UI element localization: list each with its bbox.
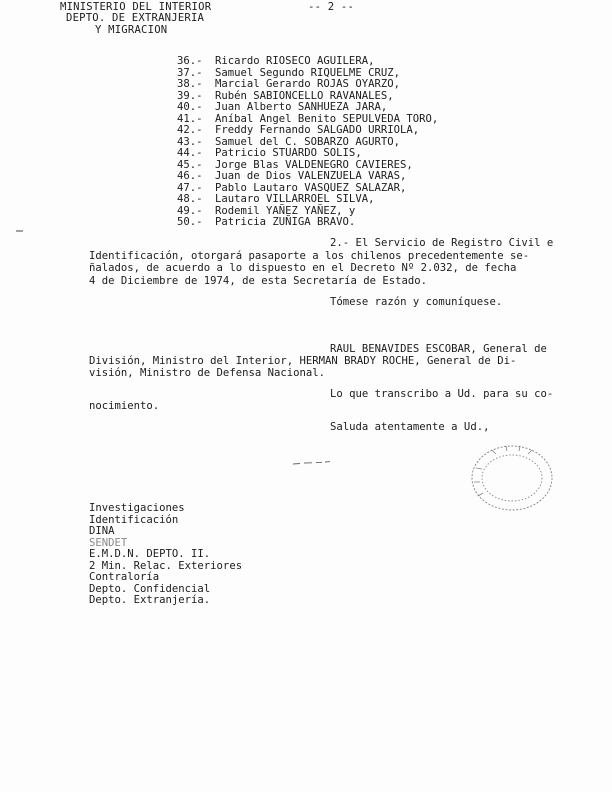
list-item-name: Samuel Segundo RIQUELME CRUZ, [215,66,400,79]
transcription-line: nocimiento. [89,400,160,412]
distribution-item: Identificación [89,513,179,526]
paragraph-line: ñalados, de acuerdo a lo dispuesto en el Decreto Nº 2.032, de fecha [89,262,517,274]
ministry-name: MINISTERIO DEL INTERIOR [60,1,212,13]
list-item-name: Patricio STUARDO SOLIS, [215,147,362,159]
list-item-number: 48.- [177,193,203,205]
margin-mark [16,229,24,233]
list-item-number: 39.- [177,89,203,102]
list-item-number: 43.- [177,135,203,148]
signature-line: División, Ministro del Interior, HERMAN BRADY ROCHE, General de Di- [89,355,517,367]
list-item-number: 49.- [177,204,203,217]
list-item-number: 47.- [177,181,203,194]
list-item-number: 41.- [177,112,203,125]
ink-mark [292,460,332,466]
distribution-item: SENDET [89,536,128,549]
list-item-number: 37.- [177,66,203,79]
list-item-number: 40.- [177,101,203,113]
list-item-number: 45.- [177,158,203,171]
signature-line: visión, Ministro de Defensa Nacional. [89,367,325,379]
list-item-number: 50.- [177,216,203,228]
list-item-name: Ricardo RIOSECO AGUILERA, [215,55,375,67]
paragraph-line: 2.- El Servicio de Registro Civil e [330,237,554,249]
list-item-name: Rubén SABIONCELLO RAVANALES, [215,89,394,102]
distribution-item: Contraloría [89,571,160,583]
list-item-name: Lautaro VILLARROEL SILVA, [215,193,375,205]
list-item-name: Juan de Dios VALENZUELA VARAS, [215,170,407,182]
distribution-item: 2 Min. Relac. Exteriores [89,559,243,572]
list-item-name: Patricia ZUÑIGA BRAVO. [215,216,356,228]
list-item-number: 36.- [177,55,203,67]
list-item-name: Freddy Fernando SALGADO URRIOLA, [215,124,420,136]
department-subtitle: Y MIGRACION [95,24,168,36]
list-item-name: Aníbal Angel Benito SEPULVEDA TORO, [215,112,439,125]
distribution-item: Depto. Confidencial [89,582,211,595]
list-item-number: 42.- [177,124,203,136]
department-name: DEPTO. DE EXTRANJERIA [66,12,205,24]
salutation: Saluda atentamente a Ud., [330,421,490,433]
paragraph-line: Identificación, otorgará pasaporte a los chilenos precedentemente se- [89,249,530,262]
list-item-number: 44.- [177,147,203,159]
page-number: -- 2 -- [308,1,355,13]
list-item-name: Rodemil YAÑEZ YAÑEZ, y [215,204,356,217]
distribution-item: Depto. Extranjería. [89,594,211,606]
paragraph-line: 4 de Diciembre de 1974, de esta Secretaría de Estado. [89,274,428,287]
list-item-name: Juan Alberto SANHUEZA JARA, [215,101,388,113]
transcription-line: Lo que transcribo a Ud. para su co- [330,388,554,400]
list-item-name: Marcial Gerardo ROJAS OYARZO, [215,78,400,90]
list-item-name: Pablo Lautaro VASQUEZ SALAZAR, [215,181,407,194]
distribution-item: DINA [89,525,115,537]
distribution-item: Investigaciones [89,502,185,514]
signature-line: RAUL BENAVIDES ESCOBAR, General de [330,343,547,355]
list-item-number: 38.- [177,78,203,90]
list-item-number: 46.- [177,170,203,182]
distribution-item: E.M.D.N. DEPTO. II. [89,548,211,560]
official-seal-icon [462,438,558,518]
list-item [177,217,355,229]
closing-formula: Tómese razón y comuníquese. [330,296,503,308]
list-item-name: Jorge Blas VALDENEGRO CAVIERES, [215,158,413,171]
list-item-name: Samuel del C. SOBARZO AGURTO, [215,135,400,148]
